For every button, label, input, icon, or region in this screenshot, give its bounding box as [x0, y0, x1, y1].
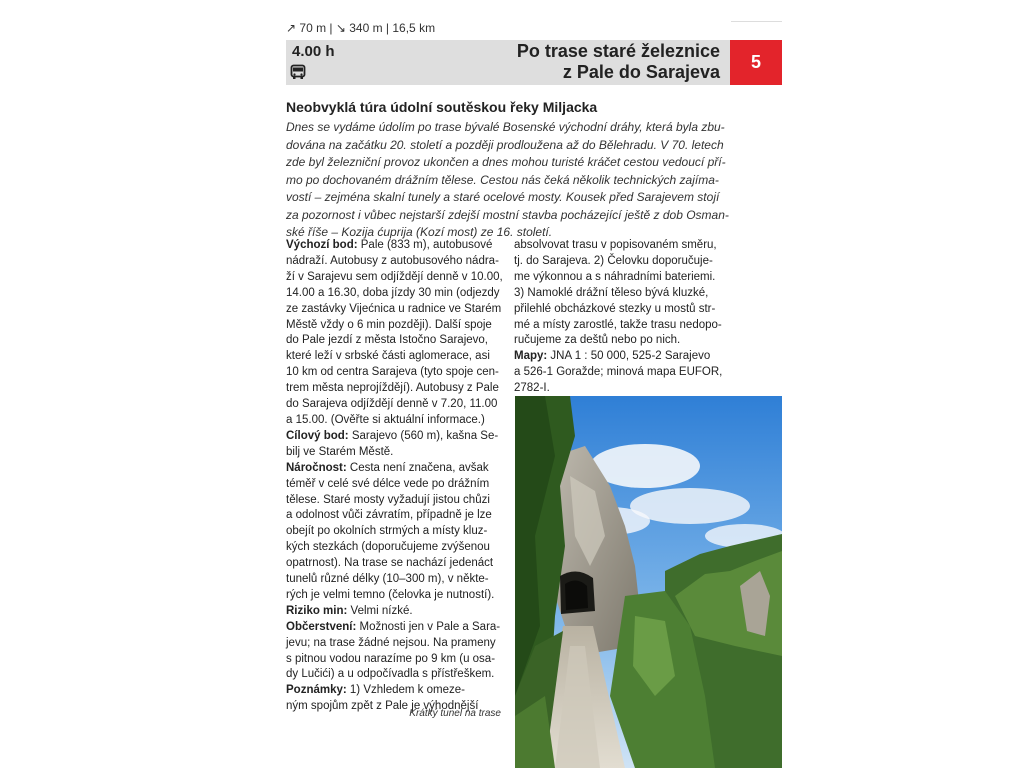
photo-caption: Krátký tunel na trase	[409, 708, 501, 719]
tunnel-photo	[515, 396, 782, 768]
intro-line: ské říše – Kozija ćuprija (Kozí most) ze 16. století.	[286, 225, 553, 239]
difficulty-text: rých je velmi temno (čelovka je nutností).	[286, 588, 495, 601]
route-title-line2: z Pale do Sarajeva	[562, 62, 720, 82]
header-divider	[731, 21, 782, 22]
end-point-label: Cílový bod:	[286, 429, 349, 442]
start-point-text: 14.00 a 16.30, doba jízdy 30 min (odjezdy	[286, 286, 500, 299]
notes-line	[286, 683, 508, 699]
intro-line: mo po dochovaném drážním tělese. Cestou nás čeká několik technických zajíma-	[286, 172, 719, 187]
route-duration: 4.00 h	[292, 43, 335, 60]
route-number-badge: 5	[730, 40, 782, 85]
intro-line: zde byl železniční provoz ukončen a dnes mohou turisté kráčet cestou vedoucí pří-	[286, 155, 726, 169]
notes-text: mé a místy zarostlé, takže trasu nedopo-	[514, 318, 722, 331]
route-title	[517, 41, 720, 83]
intro-paragraph	[286, 119, 732, 242]
info-column-right	[514, 238, 736, 397]
food-text: dy Lučići) a u odpočívadla s přístřeškem.	[286, 668, 495, 681]
intro-line: Dnes se vydáme údolím po trase bývalé Bosenské východní dráhy, která byla zbu-	[286, 120, 725, 134]
maps-line	[514, 349, 736, 365]
maps-text: 2782-I.	[514, 382, 550, 395]
start-point-text: které leží v srbské části aglomerace, asi	[286, 350, 490, 363]
risk-label: Riziko min:	[286, 604, 348, 617]
start-point-text: 10 km od centra Sarajeva (tyto spoje cen-	[286, 366, 499, 379]
difficulty-text: opatrnost). Na trase se nachází jedenáct	[286, 557, 494, 570]
food-line	[286, 620, 508, 636]
difficulty-text: kých stezkách (doporučujeme zvýšenou	[286, 541, 490, 554]
bus-icon	[290, 64, 306, 80]
notes-text: ným spojům zpět z Pale je výhodnější	[286, 700, 479, 713]
start-point-line	[286, 238, 508, 254]
food-label: Občerstvení:	[286, 620, 357, 633]
notes-text: absolvovat trasu v popisovaném směru,	[514, 239, 717, 251]
end-point-text: bilj ve Starém Městě.	[286, 445, 394, 458]
notes-text: 1) Vzhledem k omeze-	[346, 684, 465, 697]
start-point-text: do Sarajeva odjíždějí denně v 7.20, 11.00	[286, 398, 498, 411]
start-point-text: Městě vždy o 6 min později). Další spoje	[286, 318, 492, 331]
intro-line: za pozornost i vůbec nejstarší zdejší mostní stavba pocházející ještě z dob Osman-	[286, 207, 729, 222]
start-point-text: a 15.00. (Ověřte si aktuální informace.)	[286, 413, 485, 426]
difficulty-text: tělese. Staré mosty vyžadují jistou chůzi	[286, 493, 490, 506]
difficulty-label: Náročnost:	[286, 461, 347, 474]
intro-line: vostí – zejména skalní tunely a staré ocelové mosty. Kousek před Sarajevem stojí	[286, 190, 720, 204]
difficulty-text: téměř v celé své délce vede po drážním	[286, 477, 490, 490]
start-point-label: Výchozí bod:	[286, 239, 358, 251]
notes-label: Poznámky:	[286, 684, 347, 697]
route-header	[286, 40, 730, 85]
difficulty-text: a odolnost vůči závratím, případně je lze	[286, 509, 492, 522]
end-point-line	[286, 429, 508, 445]
route-subtitle: Neobvyklá túra údolní soutěskou řeky Miljacka	[286, 99, 598, 115]
difficulty-text: Cesta není značena, avšak	[346, 461, 489, 474]
info-column-left	[286, 238, 508, 715]
notes-text: ručujeme za deštů nebo po nich.	[514, 334, 681, 347]
start-point-text: Pale (833 m), autobusové	[357, 239, 493, 251]
start-point-text: ží v Sarajevu sem odjíždějí denně v 10.00,	[286, 270, 503, 283]
difficulty-line	[286, 461, 508, 477]
food-text: jevu; na trase žádné nejsou. Na prameny	[286, 636, 496, 649]
food-text: Možnosti jen v Pale a Sara-	[356, 620, 501, 633]
end-point-text: Sarajevo (560 m), kašna Se-	[348, 429, 499, 442]
notes-text: 3) Namoklé drážní těleso bývá kluzké,	[514, 286, 709, 299]
risk-text: Velmi nízké.	[347, 604, 413, 617]
intro-line: dována na začátku 20. století a později prodloužena až do Bělehradu. V 70. letech	[286, 137, 724, 152]
notes-text: me výkonnou a s náhradními bateriemi.	[514, 270, 716, 283]
tunnel-photo-illustration	[515, 396, 782, 768]
route-title-line1: Po trase staré železnice	[516, 41, 720, 61]
notes-text: přilehlé obcházkové stezky u mostů str-	[514, 302, 716, 315]
start-point-text: trem města neprojíždějí). Autobusy z Pale	[286, 382, 499, 395]
start-point-text: ze zastávky Vijećnica u radnice ve Starém	[286, 302, 502, 315]
food-text: s pitnou vodou narazíme po 9 km (u osa-	[286, 652, 496, 665]
difficulty-text: obejít po okolních strmých a místy kluz-	[286, 525, 488, 538]
maps-text: JNA 1 : 50 000, 525-2 Sarajevo	[547, 350, 711, 363]
maps-text: a 526-1 Goražde; minová mapa EUFOR,	[514, 366, 723, 379]
risk-line	[286, 604, 508, 620]
difficulty-text: tunelů různé délky (10–300 m), v někte-	[286, 573, 489, 586]
route-stats: ↗ 70 m | ↘ 340 m | 16,5 km	[286, 21, 436, 35]
start-point-text: nádraží. Autobusy z autobusového nádra-	[286, 254, 499, 267]
start-point-text: do Pale jezdí z města Istočno Sarajevo,	[286, 334, 488, 347]
maps-label: Mapy:	[514, 350, 548, 363]
notes-text: tj. do Sarajeva. 2) Čelovku doporučuje-	[514, 254, 713, 267]
